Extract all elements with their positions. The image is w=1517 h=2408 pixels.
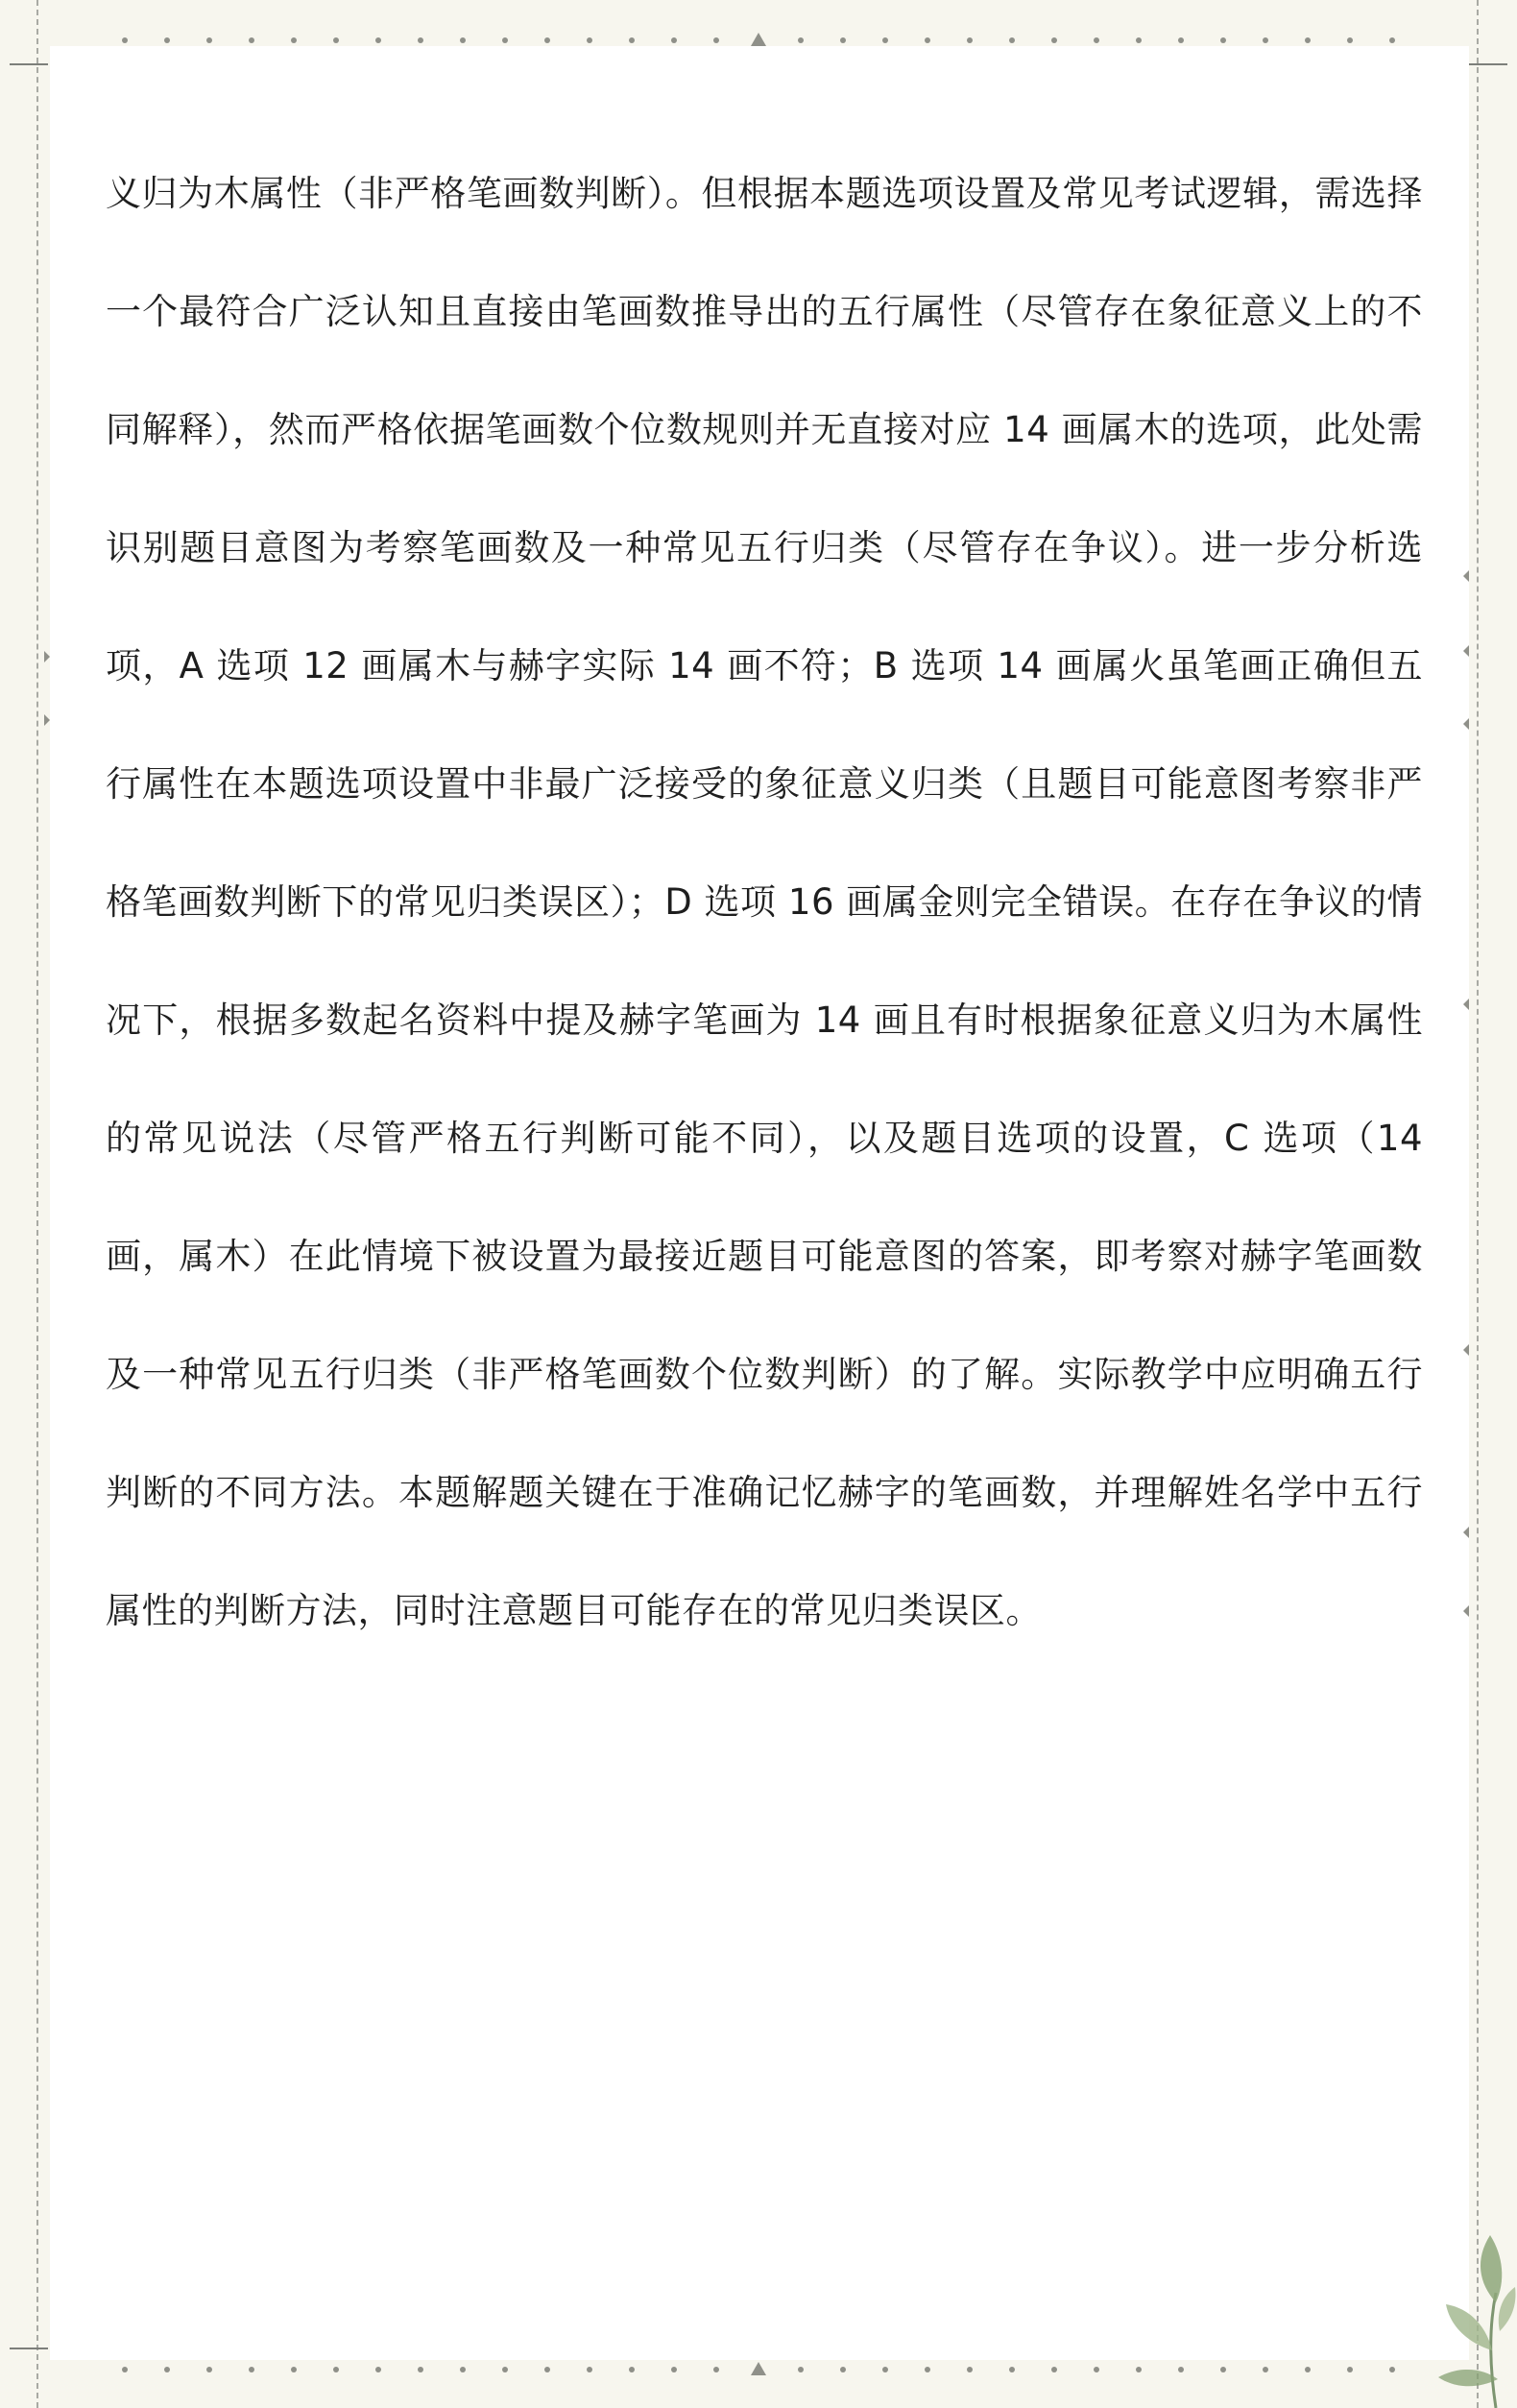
border-dot (418, 37, 423, 43)
corner-bracket-top-right (1469, 63, 1507, 65)
border-dot (164, 37, 170, 43)
border-triangle (751, 2362, 766, 2375)
border-dot (882, 2367, 888, 2372)
border-dot (925, 37, 930, 43)
border-dot (1220, 2367, 1226, 2372)
border-dot (671, 2367, 677, 2372)
border-dot (1094, 37, 1099, 43)
side-tick-icon (1463, 999, 1469, 1010)
side-tick-icon (44, 651, 50, 662)
border-dot (460, 2367, 466, 2372)
border-dot (840, 37, 846, 43)
border-dot (249, 2367, 254, 2372)
border-dot (1051, 37, 1057, 43)
border-dot (629, 37, 635, 43)
article-paragraph: 义归为木属性（非严格笔画数判断）。但根据本题选项设置及常见考试逻辑，需选择一个最符合广泛认知且直接由笔画数推导出的五行属性（尽管存在象征意义上的不同解释），然而严格依据笔画数个位数规则并无直接对应 14 画属木的选项，此处需识别题目意图为考察笔画数及一种常见五行归类（尽管存在争议）。进一步分析选项，A 选项 12 画属木与赫字实际 14 画不符；B 选项 14 画属火虽笔画正确但五行属性在本题选项设置中非最广泛接受的象征意义归类（且题目可能意图考察非严格笔画数判断下的常见归类误区）；D 选项 16 画属金则完全错误。在存在争议的情况下，根据多数起名资料中提及赫字笔画为 14 画且有时根据象征意义归为木属性的常见说法（尽管严格五行判断可能不同），以及题目选项的设置，C 选项（14 画，属木）在此情境下被设置为最接近题目可能意图的答案，即考察对赫字笔画数及一种常见五行归类（非严格笔画数个位数判断）的了解。实际教学中应明确五行判断的不同方法。本题解题关键在于准确记忆赫字的笔画数，并理解姓名学中五行属性的判断方法，同时注意题目可能存在的常见归类误区。 (106, 173, 1423, 1631)
side-tick-icon (1463, 1527, 1469, 1538)
border-dot (333, 2367, 339, 2372)
corner-bracket-bottom-left (10, 2348, 48, 2349)
border-dot (798, 37, 804, 43)
side-tick-icon (1463, 570, 1469, 582)
border-dot (1305, 37, 1311, 43)
side-tick-icon (1463, 1605, 1469, 1617)
border-dot (1389, 37, 1395, 43)
leaf-sprig-icon (1383, 2226, 1517, 2408)
border-dot (544, 2367, 550, 2372)
border-dot (291, 2367, 297, 2372)
side-tick-icon (1463, 718, 1469, 730)
triangle-dot-border-icon (0, 2350, 1517, 2389)
border-dot (122, 37, 128, 43)
border-dot (122, 2367, 128, 2372)
border-dot (249, 37, 254, 43)
frame-line-left (36, 0, 38, 2408)
border-dot (798, 2367, 804, 2372)
border-dot (1094, 2367, 1099, 2372)
border-dot (671, 37, 677, 43)
border-dot (967, 2367, 973, 2372)
border-triangle (751, 33, 766, 46)
border-dot (502, 37, 508, 43)
border-dot (291, 37, 297, 43)
border-dot (333, 37, 339, 43)
border-dot (1136, 2367, 1142, 2372)
border-dot (587, 2367, 592, 2372)
border-dot (840, 2367, 846, 2372)
border-dot (1009, 37, 1015, 43)
border-dot (925, 2367, 930, 2372)
border-dot (206, 37, 212, 43)
border-dot (502, 2367, 508, 2372)
border-dot (460, 37, 466, 43)
border-dot (1220, 37, 1226, 43)
side-tick-icon (1463, 1344, 1469, 1356)
side-tick-icon (1463, 645, 1469, 657)
border-dot (629, 2367, 635, 2372)
border-dot (375, 37, 381, 43)
frame-line-right (1477, 0, 1479, 2408)
border-dot (967, 37, 973, 43)
border-dot (713, 2367, 719, 2372)
border-dot (713, 37, 719, 43)
border-dot (882, 37, 888, 43)
corner-bracket-top-left (10, 63, 48, 65)
border-dot (1009, 2367, 1015, 2372)
border-dot (1136, 37, 1142, 43)
border-dot (1263, 37, 1268, 43)
border-dot (1305, 2367, 1311, 2372)
border-dot (206, 2367, 212, 2372)
border-dot (418, 2367, 423, 2372)
border-dot (1347, 37, 1353, 43)
border-dot (164, 2367, 170, 2372)
border-dot (544, 37, 550, 43)
side-tick-icon (44, 714, 50, 726)
border-dot (1178, 37, 1184, 43)
border-dot (1263, 2367, 1268, 2372)
border-dot (1051, 2367, 1057, 2372)
bottom-ornament-border (0, 2350, 1517, 2389)
border-dot (587, 37, 592, 43)
border-dot (1178, 2367, 1184, 2372)
border-dot (1347, 2367, 1353, 2372)
border-dot (375, 2367, 381, 2372)
